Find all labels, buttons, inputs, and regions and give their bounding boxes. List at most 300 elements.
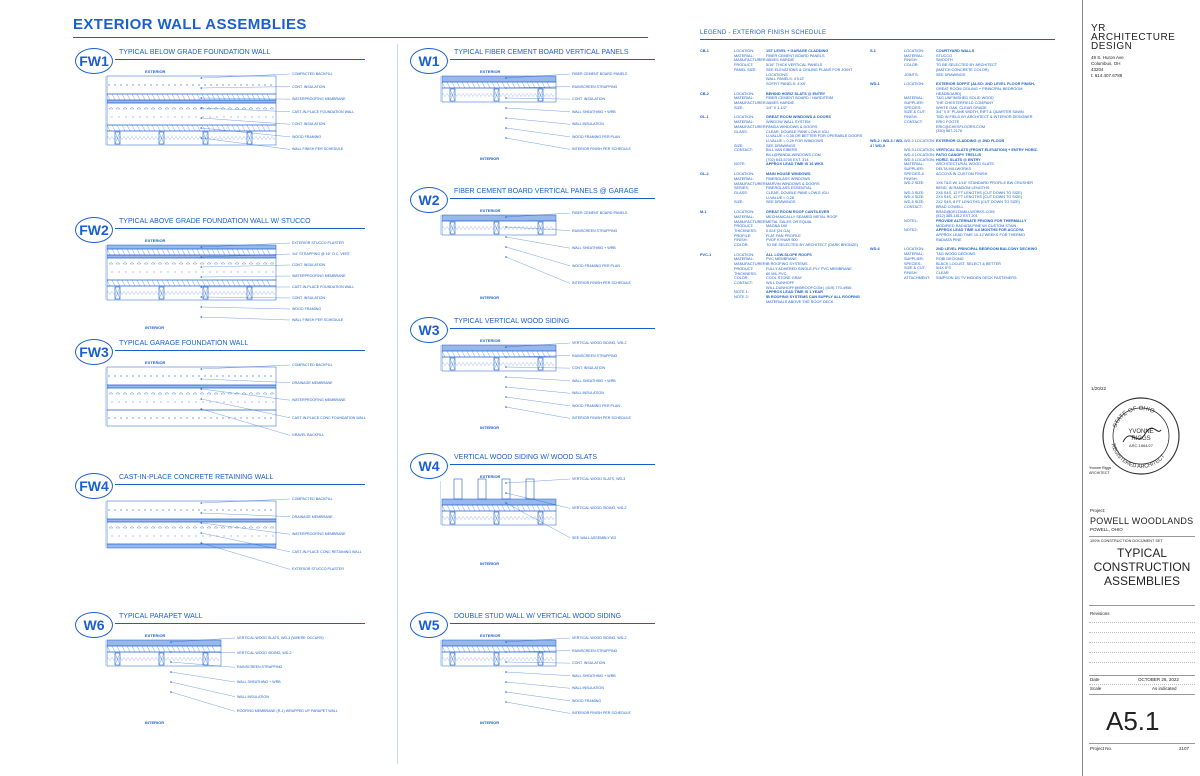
detail-title: VERTICAL WOOD SIDING W/ WOOD SLATS <box>454 454 597 461</box>
legend-value: IB ROOFING SYSTEMS <box>766 262 808 267</box>
leader-dot <box>200 127 202 129</box>
legend-value: PVDF KYNAR 500 <box>766 238 798 243</box>
leader-line <box>201 307 290 309</box>
legend-value: TBD IN FIELD BY ARCHITECT & INTERIOR DESIGNER <box>936 115 1033 120</box>
legend-field: SPECIES: <box>904 261 922 266</box>
legend-value: BILL@PANDA-WINDOWS.COM <box>766 153 821 158</box>
detail-title: DOUBLE STUD WALL W/ VERTICAL WOOD SIDING <box>454 613 622 620</box>
leader-dot <box>505 256 507 258</box>
legend-value: 5/16" THICK VERTICAL PANELS <box>766 63 823 68</box>
legend-value: (512) 385-1812 EXT 201 <box>936 214 978 219</box>
callout-label: CONT. INSULATION <box>572 661 606 666</box>
legend-group <box>700 172 870 205</box>
legend-value: MAIN HOUSE WINDOWS <box>766 172 811 177</box>
legend-field: COLOR: <box>734 243 749 248</box>
legend-field: MATERIAL: <box>734 214 754 219</box>
leader-line <box>201 128 290 137</box>
leader-line <box>506 407 570 418</box>
legend-field: SIZE: <box>734 105 744 110</box>
legend-field: SPECIES: <box>904 105 922 110</box>
firm-name-line2: ARCHITECTURE <box>1091 32 1176 43</box>
legend-code: CB-1 <box>700 49 709 53</box>
legend-value: THE CHESTERFIELD COMPANY <box>936 101 994 106</box>
column-divider <box>397 44 398 764</box>
leader-lines <box>75 217 292 337</box>
leader-line <box>201 87 290 88</box>
callout-label: RAINSCREEN STRAPPING <box>237 665 283 670</box>
legend-value: RADIATA PINE <box>936 237 962 242</box>
leader-dot <box>505 226 507 228</box>
project-name: POWELL WOODLANDS <box>1090 516 1194 526</box>
legend-row <box>870 172 1070 181</box>
leader-lines <box>75 473 292 593</box>
leader-dot <box>505 671 507 673</box>
legend-code <box>870 276 904 281</box>
leader-line <box>506 638 570 642</box>
leader-line <box>201 379 290 383</box>
callout-label: WALL SHEATHING + WRB <box>237 680 281 684</box>
interior-label: INTERIOR <box>480 425 500 430</box>
leader-dot <box>505 216 507 218</box>
leader-line <box>171 652 235 653</box>
leader-line <box>171 692 235 711</box>
callout-label: WATERPROOFING MEMBRANE <box>292 274 346 278</box>
legend-code: S-1 <box>870 49 876 53</box>
legend-code <box>870 172 904 181</box>
legend-row <box>870 129 1070 134</box>
legend-value: WILL DUNHOFF <box>766 280 795 285</box>
legend-field: COLOR: <box>734 276 749 281</box>
legend-code <box>700 106 734 111</box>
leader-dot <box>505 661 507 663</box>
legend-field: NOTE1: <box>904 218 918 223</box>
callout-label: VERTICAL WOOD SIDING, WD-2 <box>572 506 627 511</box>
project-no-value: 2107 <box>1179 746 1190 751</box>
callout-label: WOOD FRAMING PER PLAN <box>572 134 620 139</box>
detail-tag: W3 <box>410 317 448 343</box>
exterior-label: EXTERIOR <box>480 474 501 479</box>
legend-field: FINISH: <box>734 238 748 243</box>
legend-field: WD-3 SIZE: <box>904 190 925 195</box>
legend-code <box>700 200 734 205</box>
leader-line <box>506 672 570 676</box>
exterior-label: EXTERIOR <box>480 69 501 74</box>
detail-tag: FW4 <box>75 473 113 499</box>
detail-title: TYPICAL FIBER CEMENT BOARD VERTICAL PANELS <box>454 49 629 56</box>
legend-value: 60 MIL PVC <box>766 271 787 276</box>
callout-label: VERTICAL WOOD SIDING, WD-2 <box>572 636 627 640</box>
legend-value: PANDA WINDOWS & DOORS <box>766 124 818 129</box>
legend-field: MATERIAL: <box>904 162 924 167</box>
legend-row <box>870 139 1070 148</box>
leader-dot <box>200 266 202 268</box>
legend-value: MARVIN WINDOWS & DOORS <box>766 181 820 186</box>
legend-field: LOCATION: <box>734 210 755 215</box>
legend-group <box>700 49 870 87</box>
callout-label: CONT. INSULATION <box>292 122 326 127</box>
firm-name-line1: YR <box>1091 23 1106 34</box>
legend-value: ALL LOW-SLOPE ROOFS <box>766 252 812 257</box>
legend-value: MATERIALS ABOVE THE ROOF DECK <box>766 299 834 304</box>
date-value: OCTOBER 26, 2022 <box>1138 677 1179 682</box>
leader-lines <box>410 48 572 168</box>
legend-field: COLOR: <box>904 63 919 68</box>
legend-field: MATERIAL: <box>734 120 754 125</box>
legend-value: T&G UNFINISHED SOLID WOOD <box>936 96 994 101</box>
legend-value: APPROX LEAD TIME IS 16 WKS <box>766 162 824 167</box>
seal-number: ARC.1864/27 <box>1128 443 1154 448</box>
revision-row <box>1089 622 1195 623</box>
leader-dot <box>505 386 507 388</box>
leader-dot <box>170 681 172 683</box>
seal-bottom-text: REGISTERED ARCHITECT <box>1109 442 1167 471</box>
leader-line <box>506 367 570 368</box>
legend-field: NOTE: <box>734 162 746 167</box>
legend-value: T&G WOOD DECKING <box>936 252 976 257</box>
leader-line <box>506 247 570 266</box>
exterior-label: EXTERIOR <box>145 633 166 638</box>
legend-value: PROVIDE ALTERNATE PRICING FOR THERMALLY <box>936 218 1027 223</box>
callout-label: WATERPROOFING MEMBRANE <box>292 532 346 537</box>
leader-dot <box>200 107 202 109</box>
leader-dot <box>505 681 507 683</box>
legend-value: GREAT ROOM WINDOWS & DOORS <box>766 115 831 120</box>
callout-label: EXTERIOR STUCCO PLASTER <box>292 241 344 245</box>
leader-dot <box>200 306 202 308</box>
leader-dot <box>505 127 507 129</box>
legend-value: COURTYARD WALLS <box>936 49 975 53</box>
leader-dot <box>505 651 507 653</box>
legend-field: NOTE 2: <box>734 295 749 300</box>
leader-dot <box>505 482 507 484</box>
leader-dot <box>505 502 507 504</box>
legend-field: SIZE & CUT: <box>904 110 926 115</box>
revision-row <box>1089 632 1195 633</box>
callout-label: WALL INSULATION <box>237 694 269 699</box>
leader-dot <box>505 492 507 494</box>
detail-title: TYPICAL VERTICAL WOOD SIDING <box>454 318 570 325</box>
legend-value: DELTA MILLWORKS <box>936 167 972 172</box>
callout-label: CONT. INSULATION <box>292 296 326 300</box>
callout-label: CAST-IN-PLACE FOUNDATION WALL <box>292 285 355 289</box>
seal-top-text: STATE OF OHIO <box>1112 405 1156 429</box>
leader-line <box>506 138 570 149</box>
legend-field: MANUFACTURER: <box>734 262 767 267</box>
legend-code: CB-2 <box>700 91 709 96</box>
legend-value: ARCHITECTURAL WOOD SLATS <box>936 162 994 167</box>
callout-label: VERTICAL WOOD SIDING, WD-2 <box>572 341 627 345</box>
scale-label: Scale <box>1090 686 1102 691</box>
tb-divider <box>1089 694 1195 695</box>
detail-fw1 <box>75 48 365 168</box>
leader-line <box>201 533 290 552</box>
leader-line <box>506 493 570 508</box>
legend-field: MATERIAL: <box>904 53 924 58</box>
legend-value: FIBER CEMENT BOARD / HARDITRIM <box>766 96 834 101</box>
legend-value: GREAT ROOM ROOF CANTILEVER <box>766 210 830 215</box>
legend-field: MATERIAL: <box>734 96 754 101</box>
legend-field: LOCATION: <box>904 82 925 87</box>
legend-value: FIBER CEMENT BOARD PANELS <box>766 53 825 58</box>
legend-group <box>870 49 1070 77</box>
seal-name-2: RIGGS <box>1131 436 1151 442</box>
legend-row <box>700 243 870 248</box>
callout-label: FIBER CEMENT BOARD PANELS <box>572 211 628 215</box>
legend-field: MATERIAL: <box>734 53 754 58</box>
legend-value: MECHANICALLY SEAMED METAL ROOF <box>766 214 838 219</box>
leader-line <box>171 662 235 667</box>
detail-tag: W5 <box>410 612 448 638</box>
legend-value: GREAT ROOM CEILING + PRINCIPAL BEDROOM <box>936 86 1023 91</box>
leader-dot <box>200 276 202 278</box>
callout-label: WALL SHEATHING + WRB <box>572 109 616 114</box>
legend-value: SIMPSON DS TV HIDDEN DECK FASTENERS <box>936 275 1017 280</box>
leader-line <box>506 387 570 393</box>
detail-fw4 <box>75 473 365 593</box>
project-location: POWELL, OHIO <box>1090 527 1123 532</box>
leader-line <box>506 356 570 357</box>
leader-dot <box>200 137 202 139</box>
legend-code <box>870 73 904 78</box>
legend-value: (330) 567-2176 <box>936 129 962 134</box>
legend-field <box>904 129 936 134</box>
leader-line <box>201 118 290 124</box>
leader-dot <box>505 236 507 238</box>
legend-field: CONTACT: <box>904 119 923 124</box>
legend-field: THICKNESS: <box>734 271 757 276</box>
legend-field: SUPPLIER: <box>904 256 924 261</box>
tb-divider <box>1089 675 1195 676</box>
callout-label: CONT. INSULATION <box>292 84 326 89</box>
legend-value: BEHIND HORIZ SLATS @ ENTRY <box>766 91 826 96</box>
legend-field: GLASS: <box>734 129 748 134</box>
legend-field: MANUFACTURER: <box>734 124 767 129</box>
legend-code: WD-1 <box>870 82 880 87</box>
leader-line <box>506 702 570 713</box>
firm-phone: t: 614.407.6789 <box>1091 73 1123 78</box>
leader-line <box>506 682 570 688</box>
legend-field: SIZE & CUT: <box>904 266 926 271</box>
legend-field: PRODUCT: <box>734 224 754 229</box>
legend-value: ROBI DECKING <box>936 256 964 261</box>
legend-field: MATERIAL: <box>904 252 924 257</box>
legend-value: SEE DRAWINGS <box>766 200 796 205</box>
firm-name-line3: DESIGN <box>1091 41 1133 52</box>
legend-value: TO BE SELECTED BY ARCHITECT <box>936 63 998 68</box>
leader-lines <box>410 612 572 732</box>
legend-value: 5/4X 5"S <box>936 266 951 271</box>
sheet-title: EXTERIOR WALL ASSEMBLIES <box>73 16 307 33</box>
callout-label: WALL FINISH PER SCHEDULE <box>292 147 344 152</box>
revision-row <box>1089 652 1195 653</box>
callout-label: WALL INSULATION <box>572 122 604 127</box>
callout-label: 1/4" STRAPPING @ 16" O.C. VERT. <box>292 252 351 256</box>
leader-line <box>201 138 290 149</box>
project-label: Project: <box>1090 508 1106 513</box>
callout-label: WATERPROOFING MEMBRANE <box>292 398 346 403</box>
leader-dot <box>505 376 507 378</box>
callout-label: INTERIOR FINISH PER SCHEDULE <box>572 711 631 716</box>
legend-value: SMOOTH <box>936 58 953 63</box>
detail-w2 <box>410 187 655 307</box>
legend-value: FIBERGLASS WINDOWS <box>766 176 811 181</box>
legend-field: WD-2 SIZE: <box>904 181 925 186</box>
leader-dot <box>505 701 507 703</box>
callout-label: FIBER CEMENT BOARD PANELS <box>572 72 628 76</box>
legend-code: M-1 <box>700 210 707 215</box>
detail-tag: W6 <box>75 612 113 638</box>
detail-title: TYPICAL GARAGE FOUNDATION WALL <box>119 340 249 347</box>
callout-label: DRAINAGE MEMBRANE <box>292 380 333 385</box>
legend-field: GLASS: <box>734 190 748 195</box>
leader-line <box>506 128 570 137</box>
leader-line <box>201 108 290 112</box>
legend-field: MATERIAL: <box>904 96 924 101</box>
legend-value: LOCATIONS <box>766 72 788 77</box>
tb-divider <box>1089 684 1195 685</box>
legend-value: FULLY ADHERED SINGLE-PLY PVC MEMBRANE <box>766 266 852 271</box>
leader-line <box>201 254 290 257</box>
leader-line <box>201 399 290 418</box>
callout-label: VERTICAL WOOD SLATS, WD-3 <box>572 477 626 481</box>
callout-label: INTERIOR FINISH PER SCHEDULE <box>572 147 631 152</box>
legend-field: SIZE: <box>734 143 744 148</box>
tb-divider <box>1089 743 1195 744</box>
legend-field: LOCATION: <box>734 91 755 96</box>
legend-value: 1/4" X 1-1/2" <box>766 105 788 110</box>
detail-tag: FW2 <box>75 217 113 243</box>
leader-line <box>506 257 570 283</box>
sheet-number: A5.1 <box>1106 706 1160 736</box>
callout-label: WALL SHEATHING + WRB <box>572 673 616 678</box>
address-line1: 49 S. Huron Ave <box>1091 55 1124 60</box>
legend-group <box>870 139 1070 242</box>
leader-line <box>171 672 235 682</box>
legend-value: CLEAR, DOUBLE PANE LOW-E IGU <box>766 129 829 134</box>
address-line2: Columbus, OH <box>1091 61 1121 66</box>
legend-value: METAL SALES OR EQUAL <box>766 219 813 224</box>
leader-dot <box>200 542 202 544</box>
leader-dot <box>200 502 202 504</box>
legend-code: GL-2 <box>700 172 709 177</box>
legend-value: BILL VAN EIBERS <box>766 148 798 153</box>
leader-lines <box>410 453 572 573</box>
callout-label: EXTERIOR STUCCO PLASTER <box>292 567 344 572</box>
legend-field: THICKNESS: <box>734 228 757 233</box>
leader-dot <box>505 691 507 693</box>
legend-field: PANEL SIZE: <box>734 67 757 72</box>
leader-line <box>506 87 570 88</box>
legend-field: WD-4 LOCATION: <box>904 153 935 158</box>
legend-value: APPROX LEAD TIME 4-6 MONTHS FOR ACCOYA <box>936 228 1024 233</box>
leader-dot <box>505 641 507 643</box>
callout-label: RAINSCREEN STRAPPING <box>572 84 618 89</box>
leader-dot <box>170 651 172 653</box>
legend-field <box>734 82 766 87</box>
leader-line <box>201 265 290 267</box>
legend-row <box>700 300 870 305</box>
interior-label: INTERIOR <box>145 325 165 330</box>
detail-tag: W2 <box>410 187 448 213</box>
signer-name: Yvonne Riggs <box>1089 466 1112 470</box>
legend-group <box>700 92 870 111</box>
legend-code <box>870 129 904 134</box>
interior-label: INTERIOR <box>480 561 500 566</box>
seal-name: YVONNE <box>1128 429 1154 435</box>
leader-dot <box>170 671 172 673</box>
callout-label: DRAINAGE MEMBRANE <box>292 514 333 519</box>
leader-lines <box>410 317 572 437</box>
legend-value: EXTERIOR CLADDING @ 2ND FLOOR <box>936 138 1005 143</box>
callout-label: CONT. INSULATION <box>572 97 606 102</box>
legend-value: HEADBOARD) <box>936 91 962 96</box>
callout-label: COMPACTED BACKFILL <box>292 497 333 501</box>
legend-value: U-VALUE = 0.35 OR BETTER FOR OPERABLE DOORS <box>766 134 863 139</box>
legend-value: VERTICAL SLATS (FRONT ELEVATION) + ENTRY HORIZ. <box>936 148 1038 153</box>
leader-line <box>506 692 570 701</box>
legend-value: CLEAR, DOUBLE PANE LOW-E IGU <box>766 190 829 195</box>
legend-row <box>700 200 870 205</box>
legend-value: MAGNA 190 <box>766 224 788 229</box>
callout-label: CONT. INSULATION <box>572 366 606 371</box>
leader-line <box>506 74 570 78</box>
detail-title: TYPICAL PARAPET WALL <box>119 613 203 620</box>
legend-row <box>700 82 870 87</box>
callout-label: INTERIOR FINISH PER SCHEDULE <box>572 416 631 421</box>
leader-line <box>506 343 570 347</box>
legend-group <box>700 115 870 167</box>
legend-field: WD-3 LOCATION: <box>904 148 935 153</box>
interior-label: INTERIOR <box>145 720 165 725</box>
revision-row <box>1089 662 1195 663</box>
legend-code <box>870 238 904 243</box>
leader-dot <box>505 406 507 408</box>
signer-title: ARCHITECT <box>1089 471 1110 475</box>
leader-line <box>201 297 290 298</box>
legend-field: LOCATION: <box>734 49 755 53</box>
leader-dot <box>200 408 202 410</box>
callout-label: CONT. INSULATION <box>292 263 326 267</box>
leader-line <box>201 523 290 534</box>
legend-value: WALL PANELS: 4'X12' <box>766 77 805 82</box>
legend-value: WILL.DUNHOFF@IBROOF.COM | (419) 770-4956 <box>766 285 852 290</box>
legend-group <box>870 247 1070 280</box>
legend-value: HORIZ. SLATS @ ENTRY <box>936 157 981 162</box>
leader-dot <box>200 378 202 380</box>
leader-dot <box>200 398 202 400</box>
legend-row <box>870 238 1070 243</box>
leader-lines <box>75 612 237 732</box>
interior-label: INTERIOR <box>480 295 500 300</box>
firm-address <box>1091 55 1124 79</box>
legend-field: SERIES: <box>734 186 749 191</box>
callout-label: COMPACTED BACKFILL <box>292 363 333 367</box>
legend-value: 2X6 S4S, 12 FT LENGTHS (CUT DOWN TO SIZE) <box>936 190 1023 195</box>
title-block <box>1082 0 1200 776</box>
callout-label: VERTICAL WOOD SIDING, WD-2 <box>237 650 292 655</box>
legend-value: SEE ELEVATIONS & CEILING PLANS FOR JOINT <box>766 67 853 72</box>
sheet-title-underline <box>73 37 648 38</box>
leader-dot <box>505 396 507 398</box>
legend-field: WD-2 LOCATION: <box>904 138 935 143</box>
leader-lines <box>75 339 292 459</box>
legend-rule <box>700 39 1055 40</box>
callout-label: CAST-IN-PLACE CONC FOUNDATION WALL <box>292 415 366 420</box>
leader-line <box>201 276 290 277</box>
legend-value: 2ND LEVEL PRINCIPAL BEDROOM BALCONY DECKING <box>936 247 1038 252</box>
callout-label: RAINSCREEN STRAPPING <box>572 228 618 233</box>
callout-label: WOOD FRAMING <box>292 307 322 311</box>
